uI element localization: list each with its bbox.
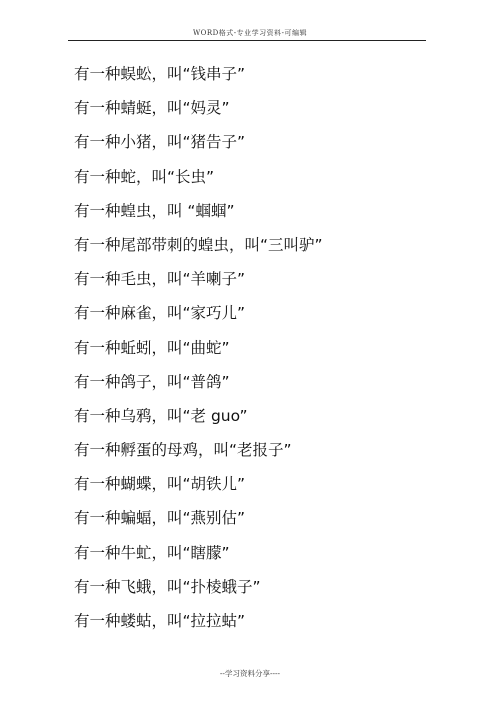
text-line: 有一种乌鸦，叫“老 guo”: [74, 406, 248, 425]
text-line: 有一种孵蛋的母鸡，叫“老报子”: [74, 441, 292, 460]
text-line: 有一种蝼蛄，叫“拉拉蛄”: [74, 612, 246, 630]
text-line: 有一种麻雀，叫“家巧儿”: [74, 304, 246, 323]
text-line: 有一种蜈蚣，叫“钱串子”: [74, 65, 246, 83]
page-header: WORD格式-专业学习资料-可编辑: [192, 29, 308, 37]
page-footer: --学习资料分享----: [219, 669, 281, 678]
text-line: 有一种蚯蚓，叫“曲蛇”: [74, 338, 230, 357]
text-line: 有一种尾部带刺的蝗虫，叫“三叫驴”: [74, 235, 323, 254]
text-line: 有一种蛇，叫“长虫”: [74, 167, 215, 186]
text-lines: [74, 64, 454, 645]
text-line: 有一种蝴蝶，叫“胡铁儿”: [74, 475, 246, 494]
text-line: 有一种蝙蝠，叫“燕别估”: [74, 509, 246, 528]
text-line: 有一种毛虫，叫“羊喇子”: [74, 270, 246, 289]
text-line: 有一种蝗虫，叫 “蝈蝈”: [74, 201, 235, 220]
text-line: 有一种鸽子，叫“普鸽”: [74, 372, 230, 391]
header-divider: [68, 40, 426, 41]
text-line: 有一种蜻蜓，叫“妈灵”: [74, 99, 230, 118]
text-line: 有一种牛虻，叫“瞎朦”: [74, 543, 230, 562]
text-line: 有一种飞蛾，叫“扑棱蛾子”: [74, 577, 261, 596]
text-line: 有一种小猪，叫“猪告子”: [74, 133, 246, 152]
